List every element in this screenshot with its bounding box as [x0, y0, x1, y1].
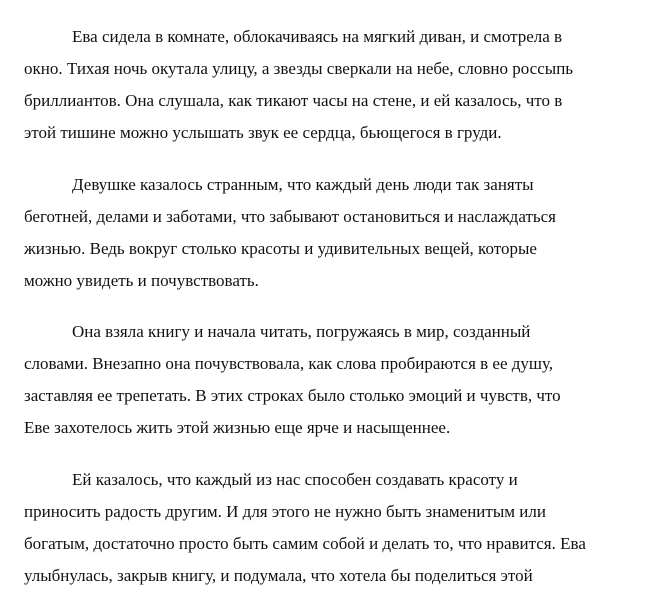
- text-line: жизнью. Ведь вокруг столько красоты и удивительных вещей, которые: [24, 239, 537, 258]
- text-line: словами. Внезапно она почувствовала, как слова пробираются в ее душу,: [24, 354, 554, 373]
- text-line: Еве захотелось жить этой жизнью еще ярче и насыщеннее.: [24, 418, 451, 437]
- text-line: этой тишине можно услышать звук ее сердца, бьющегося в груди.: [24, 123, 502, 142]
- text-line: Ева сидела в комнате, облокачиваясь на мягкий диван, и смотрела в: [72, 27, 563, 46]
- text-line: приносить радость другим. И для этого не нужно быть знаменитым или: [24, 502, 546, 521]
- text-line: бриллиантов. Она слушала, как тикают часы на стене, и ей казалось, что в: [24, 91, 563, 110]
- text-line: Ей казалось, что каждый из нас способен создавать красоту и: [72, 470, 518, 489]
- text-line: Она взяла книгу и начала читать, погружаясь в мир, созданный: [72, 322, 531, 341]
- text-line: можно увидеть и почувствовать.: [24, 271, 259, 290]
- text-line: беготней, делами и заботами, что забывают остановиться и наслаждаться: [24, 207, 556, 226]
- text-line: заставляя ее трепетать. В этих строках было столько эмоций и чувств, что: [24, 386, 561, 405]
- text-line: богатым, достаточно просто быть самим собой и делать то, что нравится. Ева: [24, 534, 586, 553]
- text-line: улыбнулась, закрыв книгу, и подумала, что хотела бы поделиться этой: [24, 566, 533, 585]
- text-line: окно. Тихая ночь окутала улицу, а звезды сверкали на небе, словно россыпь: [24, 59, 574, 78]
- text-line: Девушке казалось странным, что каждый день люди так заняты: [72, 175, 534, 194]
